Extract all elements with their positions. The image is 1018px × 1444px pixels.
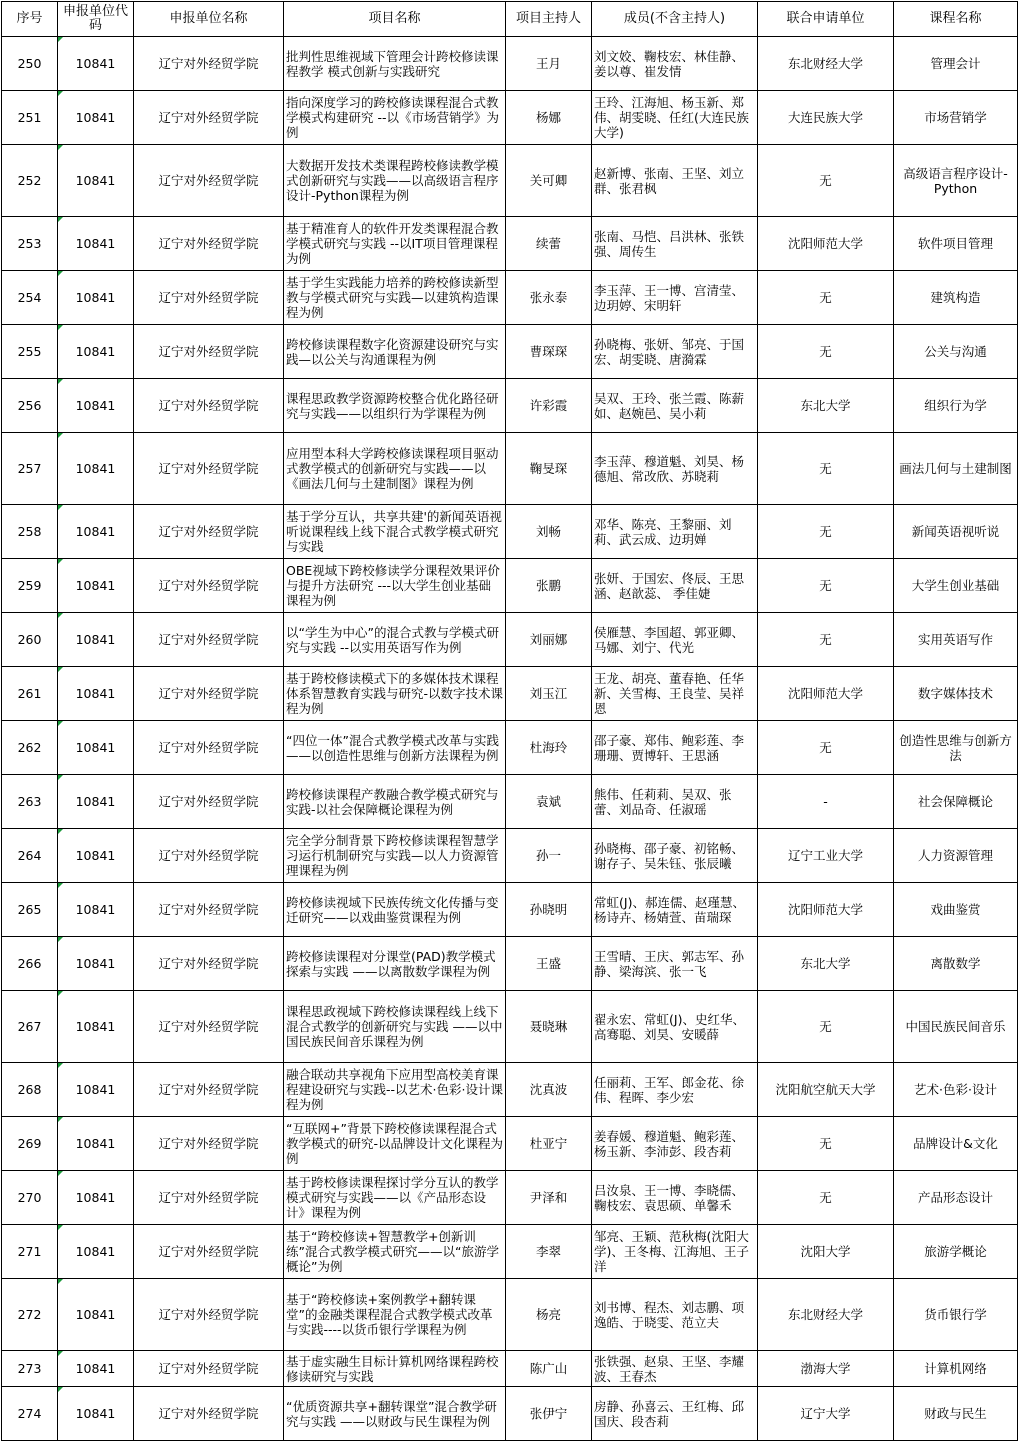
cell-seq: 270 <box>2 1171 58 1225</box>
table-row <box>2 1117 1018 1171</box>
cell-unit-name: 辽宁对外经贸学院 <box>134 937 284 991</box>
cell-partner: 辽宁大学 <box>758 1387 894 1441</box>
cell-members: 任丽莉、王军、郎金花、徐伟、程晖、李少宏 <box>592 1063 758 1117</box>
cell-members: 李玉萍、王一博、宫清莹、边玥婷、宋明轩 <box>592 271 758 325</box>
cell-course: 高级语言程序设计-Python <box>894 145 1018 217</box>
cell-members: 邵子豪、郑伟、鲍彩莲、李珊珊、贾博轩、王思涵 <box>592 721 758 775</box>
cell-seq: 250 <box>2 37 58 91</box>
cell-course: 货币银行学 <box>894 1279 1018 1351</box>
cell-project: 基于虚实融生目标计算机网络课程跨校修读研究与实践 <box>284 1351 506 1387</box>
header-partner: 联合申请单位 <box>758 2 894 37</box>
cell-project: 完全学分制背景下跨校修读课程智慧学习运行机制研究与实践—以人力资源管理课程为例 <box>284 829 506 883</box>
cell-project: 以“学生为中心”的混合式教与学模式研究与实践 --以实用英语写作为例 <box>284 613 506 667</box>
cell-unit-code: 10841 <box>58 433 134 505</box>
cell-partner: 无 <box>758 721 894 775</box>
cell-host: 陈广山 <box>506 1351 592 1387</box>
cell-unit-name: 辽宁对外经贸学院 <box>134 667 284 721</box>
cell-partner: 沈阳师范大学 <box>758 883 894 937</box>
cell-members: 王龙、胡亮、董春艳、任华新、关雪梅、王良莹、吴祥恩 <box>592 667 758 721</box>
cell-course: 创造性思维与创新方法 <box>894 721 1018 775</box>
cell-unit-code: 10841 <box>58 37 134 91</box>
cell-members: 房静、孙喜云、王红梅、邱国庆、段杏莉 <box>592 1387 758 1441</box>
cell-project: 跨校修读课程对分课堂(PAD)教学模式探索与实践 ——以离散数学课程为例 <box>284 937 506 991</box>
cell-course: 实用英语写作 <box>894 613 1018 667</box>
cell-unit-name: 辽宁对外经贸学院 <box>134 325 284 379</box>
cell-partner: 无 <box>758 559 894 613</box>
cell-members: 吕汝泉、王一博、李晓儒、鞠枝宏、袁思硕、单馨禾 <box>592 1171 758 1225</box>
table-row <box>2 1171 1018 1225</box>
cell-host: 孙一 <box>506 829 592 883</box>
table-row <box>2 667 1018 721</box>
cell-course: 大学生创业基础 <box>894 559 1018 613</box>
table-row <box>2 1063 1018 1117</box>
header-unit-name: 申报单位名称 <box>134 2 284 37</box>
table-body <box>2 37 1018 1441</box>
cell-host: 刘丽娜 <box>506 613 592 667</box>
cell-course: 离散数学 <box>894 937 1018 991</box>
cell-course: 市场营销学 <box>894 91 1018 145</box>
cell-partner: 无 <box>758 1171 894 1225</box>
cell-unit-name: 辽宁对外经贸学院 <box>134 775 284 829</box>
cell-members: 张南、马恺、吕洪林、张铁强、周传生 <box>592 217 758 271</box>
cell-unit-code: 10841 <box>58 667 134 721</box>
cell-seq: 252 <box>2 145 58 217</box>
cell-seq: 257 <box>2 433 58 505</box>
cell-partner: 东北大学 <box>758 379 894 433</box>
cell-seq: 261 <box>2 667 58 721</box>
cell-unit-code: 10841 <box>58 775 134 829</box>
cell-host: 许彩霞 <box>506 379 592 433</box>
cell-unit-name: 辽宁对外经贸学院 <box>134 613 284 667</box>
cell-partner: 无 <box>758 505 894 559</box>
table-row <box>2 559 1018 613</box>
cell-unit-code: 10841 <box>58 991 134 1063</box>
cell-host: 续蕾 <box>506 217 592 271</box>
cell-project: 批判性思维视域下管理会计跨校修读课程教学 模式创新与实践研究 <box>284 37 506 91</box>
cell-seq: 265 <box>2 883 58 937</box>
cell-unit-code: 10841 <box>58 271 134 325</box>
table-row <box>2 991 1018 1063</box>
cell-project: 基于“跨校修读+案例教学+翻转课堂”的金融类课程混合式教学模式改革与实践----以货币银行学课程为例 <box>284 1279 506 1351</box>
cell-project: “优质资源共享+翻转课堂”混合教学研究与实践 ——以财政与民生课程为例 <box>284 1387 506 1441</box>
cell-members: 孙晓梅、邵子豪、初铭畅、谢存子、吴朱钰、张辰曦 <box>592 829 758 883</box>
cell-unit-code: 10841 <box>58 1063 134 1117</box>
cell-members: 熊伟、任莉莉、吴双、张蕾、刘品奇、任淑瑶 <box>592 775 758 829</box>
cell-seq: 258 <box>2 505 58 559</box>
cell-project: 基于跨校修读课程探讨学分互认的教学模式研究与实践——以《产品形态设计》课程为例 <box>284 1171 506 1225</box>
cell-partner: 无 <box>758 271 894 325</box>
cell-project: 指向深度学习的跨校修读课程混合式教学模式构建研究 --以《市场营销学》为例 <box>284 91 506 145</box>
cell-members: 常虹(J)、郝连儒、赵瑾慧、杨诗卉、杨婧萱、苗瑞琛 <box>592 883 758 937</box>
table-row <box>2 775 1018 829</box>
cell-unit-name: 辽宁对外经贸学院 <box>134 1351 284 1387</box>
cell-seq: 273 <box>2 1351 58 1387</box>
cell-members: 李玉萍、穆道魁、刘昊、杨德旭、常改欣、苏晓莉 <box>592 433 758 505</box>
cell-unit-code: 10841 <box>58 505 134 559</box>
cell-seq: 259 <box>2 559 58 613</box>
cell-host: 张伊宁 <box>506 1387 592 1441</box>
cell-host: 聂晓琳 <box>506 991 592 1063</box>
cell-course: 人力资源管理 <box>894 829 1018 883</box>
cell-unit-code: 10841 <box>58 325 134 379</box>
cell-project: OBE视域下跨校修读学分课程效果评价与提升方法研究 ---以大学生创业基础课程为例 <box>284 559 506 613</box>
cell-host: 袁斌 <box>506 775 592 829</box>
cell-partner: 渤海大学 <box>758 1351 894 1387</box>
cell-seq: 267 <box>2 991 58 1063</box>
cell-members: 王雪晴、王庆、郭志军、孙静、梁海滨、张一飞 <box>592 937 758 991</box>
cell-host: 李翠 <box>506 1225 592 1279</box>
cell-project: 课程思政视域下跨校修读课程线上线下混合式教学的创新研究与实践 ——以中国民族民间音乐课程为例 <box>284 991 506 1063</box>
cell-project: 大数据开发技术类课程跨校修读教学模式创新研究与实践——以高级语言程序设计-Python课程为例 <box>284 145 506 217</box>
cell-partner: 无 <box>758 991 894 1063</box>
cell-project: 跨校修读课程数字化资源建设研究与实践—以公关与沟通课程为例 <box>284 325 506 379</box>
cell-unit-code: 10841 <box>58 91 134 145</box>
cell-unit-code: 10841 <box>58 613 134 667</box>
cell-host: 杨亮 <box>506 1279 592 1351</box>
cell-host: 孙晓明 <box>506 883 592 937</box>
cell-unit-code: 10841 <box>58 721 134 775</box>
cell-seq: 272 <box>2 1279 58 1351</box>
table-row <box>2 325 1018 379</box>
cell-partner: 无 <box>758 145 894 217</box>
cell-unit-name: 辽宁对外经贸学院 <box>134 145 284 217</box>
cell-course: 数字媒体技术 <box>894 667 1018 721</box>
header-seq: 序号 <box>2 2 58 37</box>
cell-project: “四位一体”混合式教学模式改革与实践——以创造性思维与创新方法课程为例 <box>284 721 506 775</box>
header-unit-code: 申报单位代码 <box>58 2 134 37</box>
cell-project: 基于学生实践能力培养的跨校修读新型教与学模式研究与实践—以建筑构造课程为例 <box>284 271 506 325</box>
cell-course: 软件项目管理 <box>894 217 1018 271</box>
header-host: 项目主持人 <box>506 2 592 37</box>
cell-seq: 264 <box>2 829 58 883</box>
cell-project: 课程思政教学资源跨校整合优化路径研究与实践——以组织行为学课程为例 <box>284 379 506 433</box>
cell-course: 新闻英语视听说 <box>894 505 1018 559</box>
cell-unit-name: 辽宁对外经贸学院 <box>134 379 284 433</box>
cell-seq: 274 <box>2 1387 58 1441</box>
cell-partner: 东北财经大学 <box>758 37 894 91</box>
cell-host: 王盛 <box>506 937 592 991</box>
cell-unit-code: 10841 <box>58 883 134 937</box>
cell-host: 张鹏 <box>506 559 592 613</box>
header-course: 课程名称 <box>894 2 1018 37</box>
cell-unit-code: 10841 <box>58 937 134 991</box>
cell-course: 公关与沟通 <box>894 325 1018 379</box>
cell-unit-name: 辽宁对外经贸学院 <box>134 883 284 937</box>
table-row <box>2 505 1018 559</box>
cell-project: 基于“跨校修读+智慧教学+创新训练”混合式教学模式研究——以“旅游学概论”为例 <box>284 1225 506 1279</box>
header-row <box>2 2 1018 37</box>
cell-unit-name: 辽宁对外经贸学院 <box>134 433 284 505</box>
cell-host: 沈真波 <box>506 1063 592 1117</box>
project-table <box>1 1 1018 1441</box>
table-row <box>2 721 1018 775</box>
cell-unit-code: 10841 <box>58 1351 134 1387</box>
table-row <box>2 829 1018 883</box>
cell-unit-code: 10841 <box>58 1171 134 1225</box>
table-row <box>2 1225 1018 1279</box>
cell-partner: 东北财经大学 <box>758 1279 894 1351</box>
cell-seq: 251 <box>2 91 58 145</box>
cell-unit-name: 辽宁对外经贸学院 <box>134 721 284 775</box>
cell-seq: 253 <box>2 217 58 271</box>
table-row <box>2 271 1018 325</box>
cell-seq: 266 <box>2 937 58 991</box>
cell-members: 翟永宏、常虹(J)、史红华、高骞聪、刘昊、安暖薛 <box>592 991 758 1063</box>
cell-partner: 沈阳航空航天大学 <box>758 1063 894 1117</box>
cell-project: 应用型本科大学跨校修读课程项目驱动式教学模式的创新研究与实践——以《画法几何与土建制图》课程为例 <box>284 433 506 505</box>
cell-host: 杜亚宁 <box>506 1117 592 1171</box>
cell-project: “互联网+”背景下跨校修读课程混合式教学模式的研究-以品牌设计文化课程为例 <box>284 1117 506 1171</box>
cell-seq: 263 <box>2 775 58 829</box>
cell-partner: 大连民族大学 <box>758 91 894 145</box>
table-row <box>2 379 1018 433</box>
cell-project: 基于精准育人的软件开发类课程混合教学模式研究与实践 --以IT项目管理课程为例 <box>284 217 506 271</box>
cell-unit-name: 辽宁对外经贸学院 <box>134 217 284 271</box>
cell-host: 曹琛琛 <box>506 325 592 379</box>
cell-unit-code: 10841 <box>58 1279 134 1351</box>
cell-unit-code: 10841 <box>58 1225 134 1279</box>
cell-host: 杜海玲 <box>506 721 592 775</box>
cell-members: 邓华、陈亮、王黎丽、刘莉、武云成、边玥婵 <box>592 505 758 559</box>
cell-members: 刘文姣、鞠枝宏、林佳静、姜以尊、崔发情 <box>592 37 758 91</box>
cell-members: 邹亮、王颖、范秋梅(沈阳大学)、王冬梅、江海旭、王子洋 <box>592 1225 758 1279</box>
cell-partner: 沈阳师范大学 <box>758 667 894 721</box>
cell-unit-name: 辽宁对外经贸学院 <box>134 829 284 883</box>
table-row <box>2 433 1018 505</box>
cell-members: 赵新博、张南、王坚、刘立群、张君枫 <box>592 145 758 217</box>
cell-members: 刘书博、程杰、刘志鹏、项逸皓、于晓雯、范立夫 <box>592 1279 758 1351</box>
cell-seq: 269 <box>2 1117 58 1171</box>
cell-host: 杨娜 <box>506 91 592 145</box>
cell-course: 画法几何与土建制图 <box>894 433 1018 505</box>
cell-course: 艺术·色彩·设计 <box>894 1063 1018 1117</box>
cell-seq: 271 <box>2 1225 58 1279</box>
cell-unit-name: 辽宁对外经贸学院 <box>134 37 284 91</box>
cell-partner: 辽宁工业大学 <box>758 829 894 883</box>
table-row <box>2 217 1018 271</box>
cell-seq: 268 <box>2 1063 58 1117</box>
cell-course: 建筑构造 <box>894 271 1018 325</box>
cell-unit-code: 10841 <box>58 379 134 433</box>
cell-course: 财政与民生 <box>894 1387 1018 1441</box>
table-row <box>2 37 1018 91</box>
cell-unit-name: 辽宁对外经贸学院 <box>134 1117 284 1171</box>
cell-unit-code: 10841 <box>58 1117 134 1171</box>
cell-unit-code: 10841 <box>58 145 134 217</box>
cell-partner: - <box>758 775 894 829</box>
cell-host: 王月 <box>506 37 592 91</box>
cell-unit-code: 10841 <box>58 1387 134 1441</box>
cell-unit-name: 辽宁对外经贸学院 <box>134 991 284 1063</box>
cell-course: 戏曲鉴赏 <box>894 883 1018 937</box>
cell-host: 关可卿 <box>506 145 592 217</box>
cell-unit-code: 10841 <box>58 559 134 613</box>
cell-unit-code: 10841 <box>58 829 134 883</box>
cell-partner: 东北大学 <box>758 937 894 991</box>
cell-partner: 无 <box>758 433 894 505</box>
table-row <box>2 613 1018 667</box>
cell-project: 基于学分互认，共享共建'的新闻英语视听说课程线上线下混合式教学模式研究与实践 <box>284 505 506 559</box>
table-row <box>2 1351 1018 1387</box>
cell-partner: 无 <box>758 1117 894 1171</box>
cell-project: 基于跨校修读模式下的多媒体技术课程体系智慧教育实践与研究-以数字技术课程为例 <box>284 667 506 721</box>
cell-seq: 254 <box>2 271 58 325</box>
cell-project: 跨校修读视域下民族传统文化传播与变迁研究——以戏曲鉴赏课程为例 <box>284 883 506 937</box>
cell-unit-name: 辽宁对外经贸学院 <box>134 559 284 613</box>
cell-members: 吴双、王玲、张兰霞、陈薪如、赵婉邑、吴小莉 <box>592 379 758 433</box>
cell-unit-name: 辽宁对外经贸学院 <box>134 505 284 559</box>
cell-host: 尹泽和 <box>506 1171 592 1225</box>
cell-seq: 260 <box>2 613 58 667</box>
cell-members: 姜春媛、穆道魁、鲍彩莲、杨玉新、李沛彭、段杏莉 <box>592 1117 758 1171</box>
cell-project: 融合联动共享视角下应用型高校美育课程建设研究与实践--以艺术·色彩·设计课程为例 <box>284 1063 506 1117</box>
cell-unit-name: 辽宁对外经贸学院 <box>134 1225 284 1279</box>
cell-host: 刘玉江 <box>506 667 592 721</box>
table-row <box>2 1387 1018 1441</box>
cell-host: 鞠旻琛 <box>506 433 592 505</box>
cell-unit-name: 辽宁对外经贸学院 <box>134 1279 284 1351</box>
cell-unit-name: 辽宁对外经贸学院 <box>134 91 284 145</box>
cell-unit-code: 10841 <box>58 217 134 271</box>
cell-unit-name: 辽宁对外经贸学院 <box>134 271 284 325</box>
cell-seq: 262 <box>2 721 58 775</box>
cell-members: 王玲、江海旭、杨玉新、郑伟、胡雯晓、任红(大连民族大学) <box>592 91 758 145</box>
cell-course: 品牌设计&文化 <box>894 1117 1018 1171</box>
table-row <box>2 1279 1018 1351</box>
cell-partner: 无 <box>758 325 894 379</box>
cell-project: 跨校修读课程产教融合教学模式研究与实践-以社会保障概论课程为例 <box>284 775 506 829</box>
cell-course: 组织行为学 <box>894 379 1018 433</box>
table-row <box>2 883 1018 937</box>
cell-course: 管理会计 <box>894 37 1018 91</box>
cell-unit-name: 辽宁对外经贸学院 <box>134 1387 284 1441</box>
cell-host: 张永泰 <box>506 271 592 325</box>
cell-members: 侯雁慧、李国超、郭亚卿、马娜、刘宁、代光 <box>592 613 758 667</box>
cell-course: 计算机网络 <box>894 1351 1018 1387</box>
header-members: 成员(不含主持人) <box>592 2 758 37</box>
cell-seq: 256 <box>2 379 58 433</box>
cell-partner: 沈阳大学 <box>758 1225 894 1279</box>
table-row <box>2 937 1018 991</box>
cell-unit-name: 辽宁对外经贸学院 <box>134 1171 284 1225</box>
table-row <box>2 145 1018 217</box>
cell-seq: 255 <box>2 325 58 379</box>
cell-members: 孙晓梅、张妍、邹亮、于国宏、胡雯晓、唐漪霖 <box>592 325 758 379</box>
table-row <box>2 91 1018 145</box>
cell-course: 中国民族民间音乐 <box>894 991 1018 1063</box>
header-project: 项目名称 <box>284 2 506 37</box>
cell-members: 张铁强、赵泉、王坚、李耀波、王春杰 <box>592 1351 758 1387</box>
cell-host: 刘畅 <box>506 505 592 559</box>
cell-unit-name: 辽宁对外经贸学院 <box>134 1063 284 1117</box>
cell-partner: 沈阳师范大学 <box>758 217 894 271</box>
cell-course: 旅游学概论 <box>894 1225 1018 1279</box>
cell-course: 社会保障概论 <box>894 775 1018 829</box>
cell-members: 张妍、于国宏、佟辰、王思涵、赵歆蕊、 季佳婕 <box>592 559 758 613</box>
cell-partner: 无 <box>758 613 894 667</box>
cell-course: 产品形态设计 <box>894 1171 1018 1225</box>
